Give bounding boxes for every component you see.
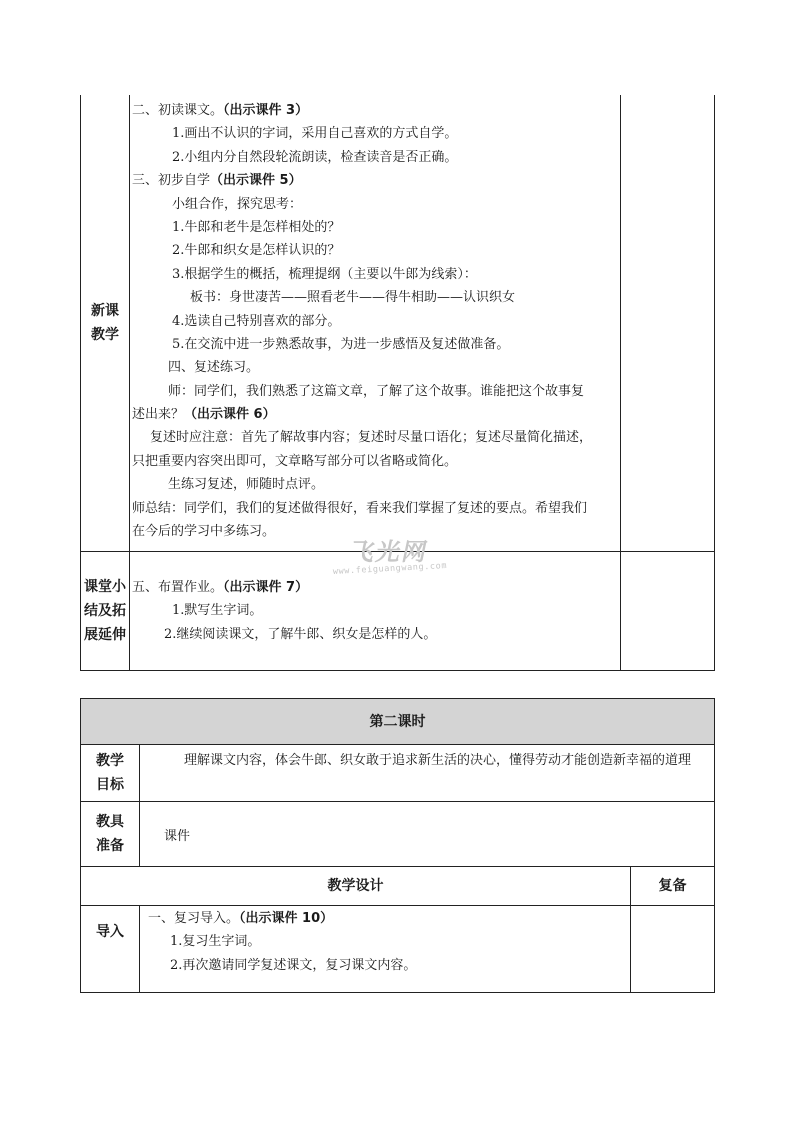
text-line: 在今后的学习中多练习。 <box>132 524 276 540</box>
text-line: 三、初步自学（出示课件 5） <box>132 173 302 189</box>
text-line: 复述时应注意：首先了解故事内容；复述时尽量口语化；复述尽量简化描述， <box>150 430 593 446</box>
new-lesson-row <box>81 95 715 552</box>
goals-label: 教学 目标 <box>81 745 140 802</box>
text-line: 1.默写生字词。 <box>172 603 263 619</box>
tools-text: 课件 <box>140 802 715 867</box>
text-line: 1.画出不认识的字词，采用自己喜欢的方式自学。 <box>172 126 458 142</box>
text-line: 2.小组内分自然段轮流朗读，检查读音是否正确。 <box>172 149 458 165</box>
text-line: 小组合作，探究思考： <box>172 196 303 212</box>
goals-row <box>81 745 715 802</box>
text-line: 4.选读自己特别喜欢的部分。 <box>172 313 341 329</box>
text-line: 2.牛郎和织女是怎样认识的？ <box>172 243 341 259</box>
intro-row <box>81 906 715 993</box>
text-line: 3.根据学生的概括，梳理提纲（主要以牛郎为线索）： <box>172 266 477 282</box>
text-line: 述出来？（出示课件 6） <box>132 407 276 423</box>
intro-content <box>140 906 631 993</box>
new-lesson-content <box>130 95 621 552</box>
lesson-table-2 <box>80 698 715 993</box>
lesson-title-row <box>81 699 715 745</box>
text-line: 5.在交流中进一步熟悉故事，为进一步感悟及复述做准备。 <box>172 336 510 352</box>
summary-row <box>81 552 715 671</box>
text-line: 师总结：同学们，我们的复述做得很好，看来我们掌握了复述的要点。希望我们 <box>132 500 588 516</box>
review-cell <box>621 552 715 671</box>
text-line: 五、布置作业。（出示课件 7） <box>132 580 309 595</box>
text-line: 1.牛郎和老牛是怎样相处的？ <box>172 219 341 235</box>
text-line: 2.再次邀请同学复述课文，复习课文内容。 <box>170 957 417 973</box>
lesson-title: 第二课时 <box>81 699 715 745</box>
review-header: 复备 <box>631 867 715 906</box>
text-line: 板书：身世凄苦——照看老牛——得牛相助——认识织女 <box>190 290 516 306</box>
tools-label: 教具 准备 <box>81 802 140 867</box>
review-cell <box>621 95 715 552</box>
text-line: 2.继续阅读课文，了解牛郎、织女是怎样的人。 <box>164 626 437 642</box>
text-line: 二、初读课文。（出示课件 3） <box>132 103 309 118</box>
watermark-url: www.feiguangwang.com <box>332 561 448 577</box>
watermark-logo: 飞光网 <box>347 538 432 566</box>
text-line: 生练习复述，师随时点评。 <box>168 477 325 493</box>
design-header-row <box>81 867 715 906</box>
lesson-table-1 <box>80 95 715 671</box>
summary-label: 课堂小 结及拓 展延伸 <box>81 552 130 671</box>
text-line: 只把重要内容突出即可，文章略写部分可以省略或简化。 <box>132 453 458 469</box>
text-line: 四、复述练习。 <box>168 360 260 376</box>
text-line: 1.复习生字词。 <box>170 934 261 950</box>
text-line: 一、复习导入。（出示课件 10） <box>148 911 334 926</box>
summary-content <box>130 552 621 671</box>
text-line: 师：同学们，我们熟悉了这篇文章，了解了这个故事。谁能把这个故事复 <box>168 383 585 399</box>
intro-label: 导入 <box>81 906 140 993</box>
tools-row <box>81 802 715 867</box>
review-cell <box>631 906 715 993</box>
goals-text: 理解课文内容，体会牛郎、织女敢于追求新生活的决心，懂得劳动才能创造新幸福的道理 <box>140 745 715 802</box>
design-header: 教学设计 <box>81 867 631 906</box>
new-lesson-label: 新课 教学 <box>81 95 130 552</box>
